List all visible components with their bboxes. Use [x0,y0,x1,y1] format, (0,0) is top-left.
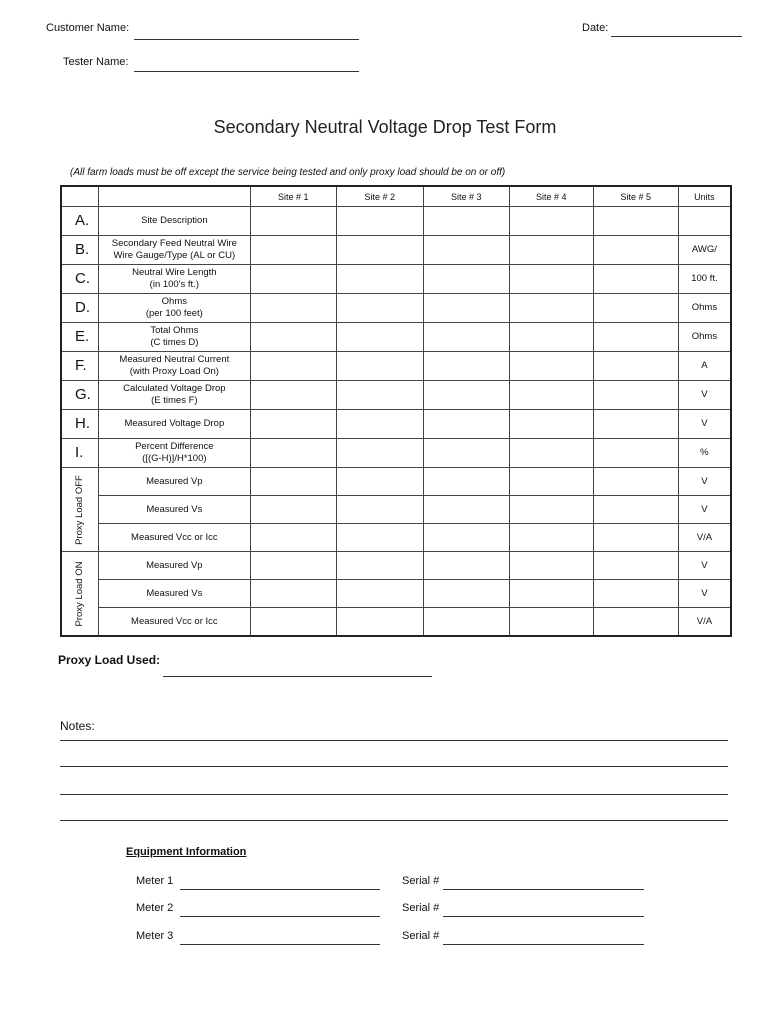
site-input-cell[interactable] [423,410,509,439]
form-title: Secondary Neutral Voltage Drop Test Form [213,117,557,137]
row-description: Measured Vp [98,468,250,496]
row-units: V [678,496,731,524]
row-units: V [678,468,731,496]
row-units: V/A [678,524,731,552]
table-row [61,439,731,468]
site-input-cell[interactable] [250,552,336,580]
proxy-load-used-field[interactable] [163,676,432,677]
row-description [98,410,250,439]
description-line: Wire Gauge/Type (AL or CU) [113,250,236,261]
description-line: Measured Voltage Drop [124,418,225,429]
site-input-cell[interactable] [593,552,678,580]
column-header: Site # 4 [509,186,593,207]
site-input-cell[interactable] [250,580,336,608]
table-row [61,524,731,552]
row-letter: A. [61,207,98,236]
site-input-cell[interactable] [250,608,336,637]
site-input-cell[interactable] [423,552,509,580]
date-label: Date: [582,22,609,34]
site-input-cell[interactable] [336,496,423,524]
table-row [61,468,731,496]
site-input-cell[interactable] [250,381,336,410]
row-description [98,236,250,265]
site-input-cell[interactable] [509,381,593,410]
site-input-cell[interactable] [593,608,678,637]
site-input-cell[interactable] [250,496,336,524]
row-description [98,323,250,352]
site-input-cell[interactable] [423,468,509,496]
row-description [98,265,250,294]
meter-field[interactable] [180,916,380,917]
table-row [61,294,731,323]
row-units: Ohms [678,323,731,352]
description-line: (per 100 feet) [145,308,203,319]
site-input-cell[interactable] [336,294,423,323]
site-input-cell[interactable] [336,468,423,496]
site-input-cell[interactable] [336,265,423,294]
table-header-row [61,186,731,207]
date-field[interactable] [611,36,742,37]
site-input-cell[interactable] [336,439,423,468]
table-row [61,207,731,236]
row-letter: I. [61,439,98,468]
notes-line[interactable] [60,766,728,767]
site-input-cell[interactable] [250,323,336,352]
header-blank [98,186,250,207]
notes-line[interactable] [60,740,728,741]
description-line: (with Proxy Load On) [129,366,219,377]
form-instructions: (All farm loads must be off except the service being tested and only proxy load should be on or off) [70,167,506,178]
description-line: (in 100's ft.) [149,279,200,290]
site-input-cell[interactable] [423,207,509,236]
row-description: Measured Vs [98,580,250,608]
site-input-cell[interactable] [423,352,509,381]
site-input-cell[interactable] [250,236,336,265]
row-description: Measured Vcc or Icc [98,524,250,552]
row-letter: D. [61,294,98,323]
description-line: Site Description [141,215,208,226]
meter-field[interactable] [180,889,380,890]
tester-name-label: Tester Name: [63,56,129,68]
column-header: Site # 5 [593,186,678,207]
site-input-cell[interactable] [423,580,509,608]
site-input-cell[interactable] [593,207,678,236]
site-input-cell[interactable] [509,236,593,265]
proxy-group-label-cell [61,468,98,552]
site-input-cell[interactable] [509,524,593,552]
site-input-cell[interactable] [336,608,423,637]
notes-label: Notes: [60,719,95,733]
column-header: Site # 3 [423,186,509,207]
row-description: Measured Vs [98,496,250,524]
site-input-cell[interactable] [336,381,423,410]
site-input-cell[interactable] [423,294,509,323]
site-input-cell[interactable] [423,265,509,294]
table-row [61,265,731,294]
row-units: Ohms [678,294,731,323]
meter-label: Meter 3 [136,930,174,942]
site-input-cell[interactable] [593,410,678,439]
site-input-cell[interactable] [509,294,593,323]
site-input-cell[interactable] [593,381,678,410]
table-row [61,236,731,265]
proxy-group-label-cell [61,552,98,637]
site-input-cell[interactable] [509,265,593,294]
serial-field[interactable] [443,889,644,890]
site-input-cell[interactable] [593,496,678,524]
proxy-group-label: Proxy Load OFF [73,474,85,545]
site-input-cell[interactable] [593,294,678,323]
row-units: V [678,552,731,580]
site-input-cell[interactable] [593,439,678,468]
row-units: V [678,410,731,439]
site-input-cell[interactable] [336,207,423,236]
site-input-cell[interactable] [336,352,423,381]
row-letter: F. [61,352,98,381]
site-input-cell[interactable] [509,323,593,352]
row-description: Measured Vcc or Icc [98,608,250,637]
site-input-cell[interactable] [423,524,509,552]
row-units: V [678,580,731,608]
serial-field[interactable] [443,944,644,945]
row-letter: E. [61,323,98,352]
header-blank [61,186,98,207]
row-description [98,294,250,323]
site-input-cell[interactable] [336,580,423,608]
customer-name-field[interactable] [134,39,359,40]
description-line: Total Ohms [150,325,199,336]
description-line: ([(G-H)]/H*100) [142,453,207,464]
site-input-cell[interactable] [509,352,593,381]
site-input-cell[interactable] [593,524,678,552]
site-input-cell[interactable] [250,439,336,468]
row-letter: B. [61,236,98,265]
table-row [61,323,731,352]
description-line: (C times D) [150,337,199,348]
serial-label: Serial # [402,875,440,887]
site-input-cell[interactable] [250,294,336,323]
row-description [98,439,250,468]
meter-label: Meter 1 [136,875,174,887]
row-units: V [678,381,731,410]
row-description [98,207,250,236]
equipment-heading: Equipment Information [126,846,247,858]
serial-label: Serial # [402,930,440,942]
serial-label: Serial # [402,902,440,914]
table-row [61,352,731,381]
row-description [98,352,250,381]
site-input-cell[interactable] [509,608,593,637]
site-input-cell[interactable] [250,207,336,236]
site-input-cell[interactable] [593,580,678,608]
notes-line[interactable] [60,794,728,795]
row-description: Measured Vp [98,552,250,580]
site-input-cell[interactable] [250,265,336,294]
site-input-cell[interactable] [336,323,423,352]
meter-label: Meter 2 [136,902,174,914]
proxy-load-used-label: Proxy Load Used: [58,653,161,667]
description-line: Measured Neutral Current [119,354,230,365]
site-input-cell[interactable] [593,323,678,352]
site-input-cell[interactable] [593,468,678,496]
site-input-cell[interactable] [250,524,336,552]
column-header: Site # 2 [336,186,423,207]
table-row [61,410,731,439]
row-letter: G. [61,381,98,410]
site-input-cell[interactable] [423,323,509,352]
site-input-cell[interactable] [423,496,509,524]
serial-field[interactable] [443,916,644,917]
customer-name-label: Customer Name: [46,22,130,34]
site-input-cell[interactable] [509,439,593,468]
description-line: Calculated Voltage Drop [123,383,226,394]
site-input-cell[interactable] [593,265,678,294]
row-units: 100 ft. [678,265,731,294]
site-input-cell[interactable] [336,236,423,265]
row-units: V/A [678,608,731,637]
tester-name-field[interactable] [134,71,359,72]
site-input-cell[interactable] [509,207,593,236]
table-row [61,381,731,410]
table-row [61,496,731,524]
site-input-cell[interactable] [509,496,593,524]
description-line: Secondary Feed Neutral Wire [111,238,237,249]
proxy-group-label: Proxy Load ON [73,561,85,626]
row-units [678,207,731,236]
site-input-cell[interactable] [423,608,509,637]
row-description [98,381,250,410]
meter-field[interactable] [180,944,380,945]
table-row [61,580,731,608]
test-table [60,185,732,637]
site-input-cell[interactable] [509,552,593,580]
site-input-cell[interactable] [509,410,593,439]
column-header: Site # 1 [250,186,336,207]
site-input-cell[interactable] [509,580,593,608]
site-input-cell[interactable] [250,468,336,496]
row-letter: C. [61,265,98,294]
site-input-cell[interactable] [593,352,678,381]
site-input-cell[interactable] [250,410,336,439]
site-input-cell[interactable] [250,352,336,381]
site-input-cell[interactable] [509,468,593,496]
description-line: Percent Difference [135,441,214,452]
site-input-cell[interactable] [336,410,423,439]
row-letter: H. [61,410,98,439]
description-line: Neutral Wire Length [132,267,217,278]
row-units: A [678,352,731,381]
description-line: (E times F) [151,395,198,406]
table-row [61,552,731,580]
site-input-cell[interactable] [423,236,509,265]
row-units: AWG/ [678,236,731,265]
row-units: % [678,439,731,468]
site-input-cell[interactable] [336,552,423,580]
site-input-cell[interactable] [423,439,509,468]
column-header: Units [678,186,731,207]
site-input-cell[interactable] [593,236,678,265]
description-line: Ohms [161,296,188,307]
table-row [61,608,731,637]
site-input-cell[interactable] [336,524,423,552]
notes-line[interactable] [60,820,728,821]
site-input-cell[interactable] [423,381,509,410]
